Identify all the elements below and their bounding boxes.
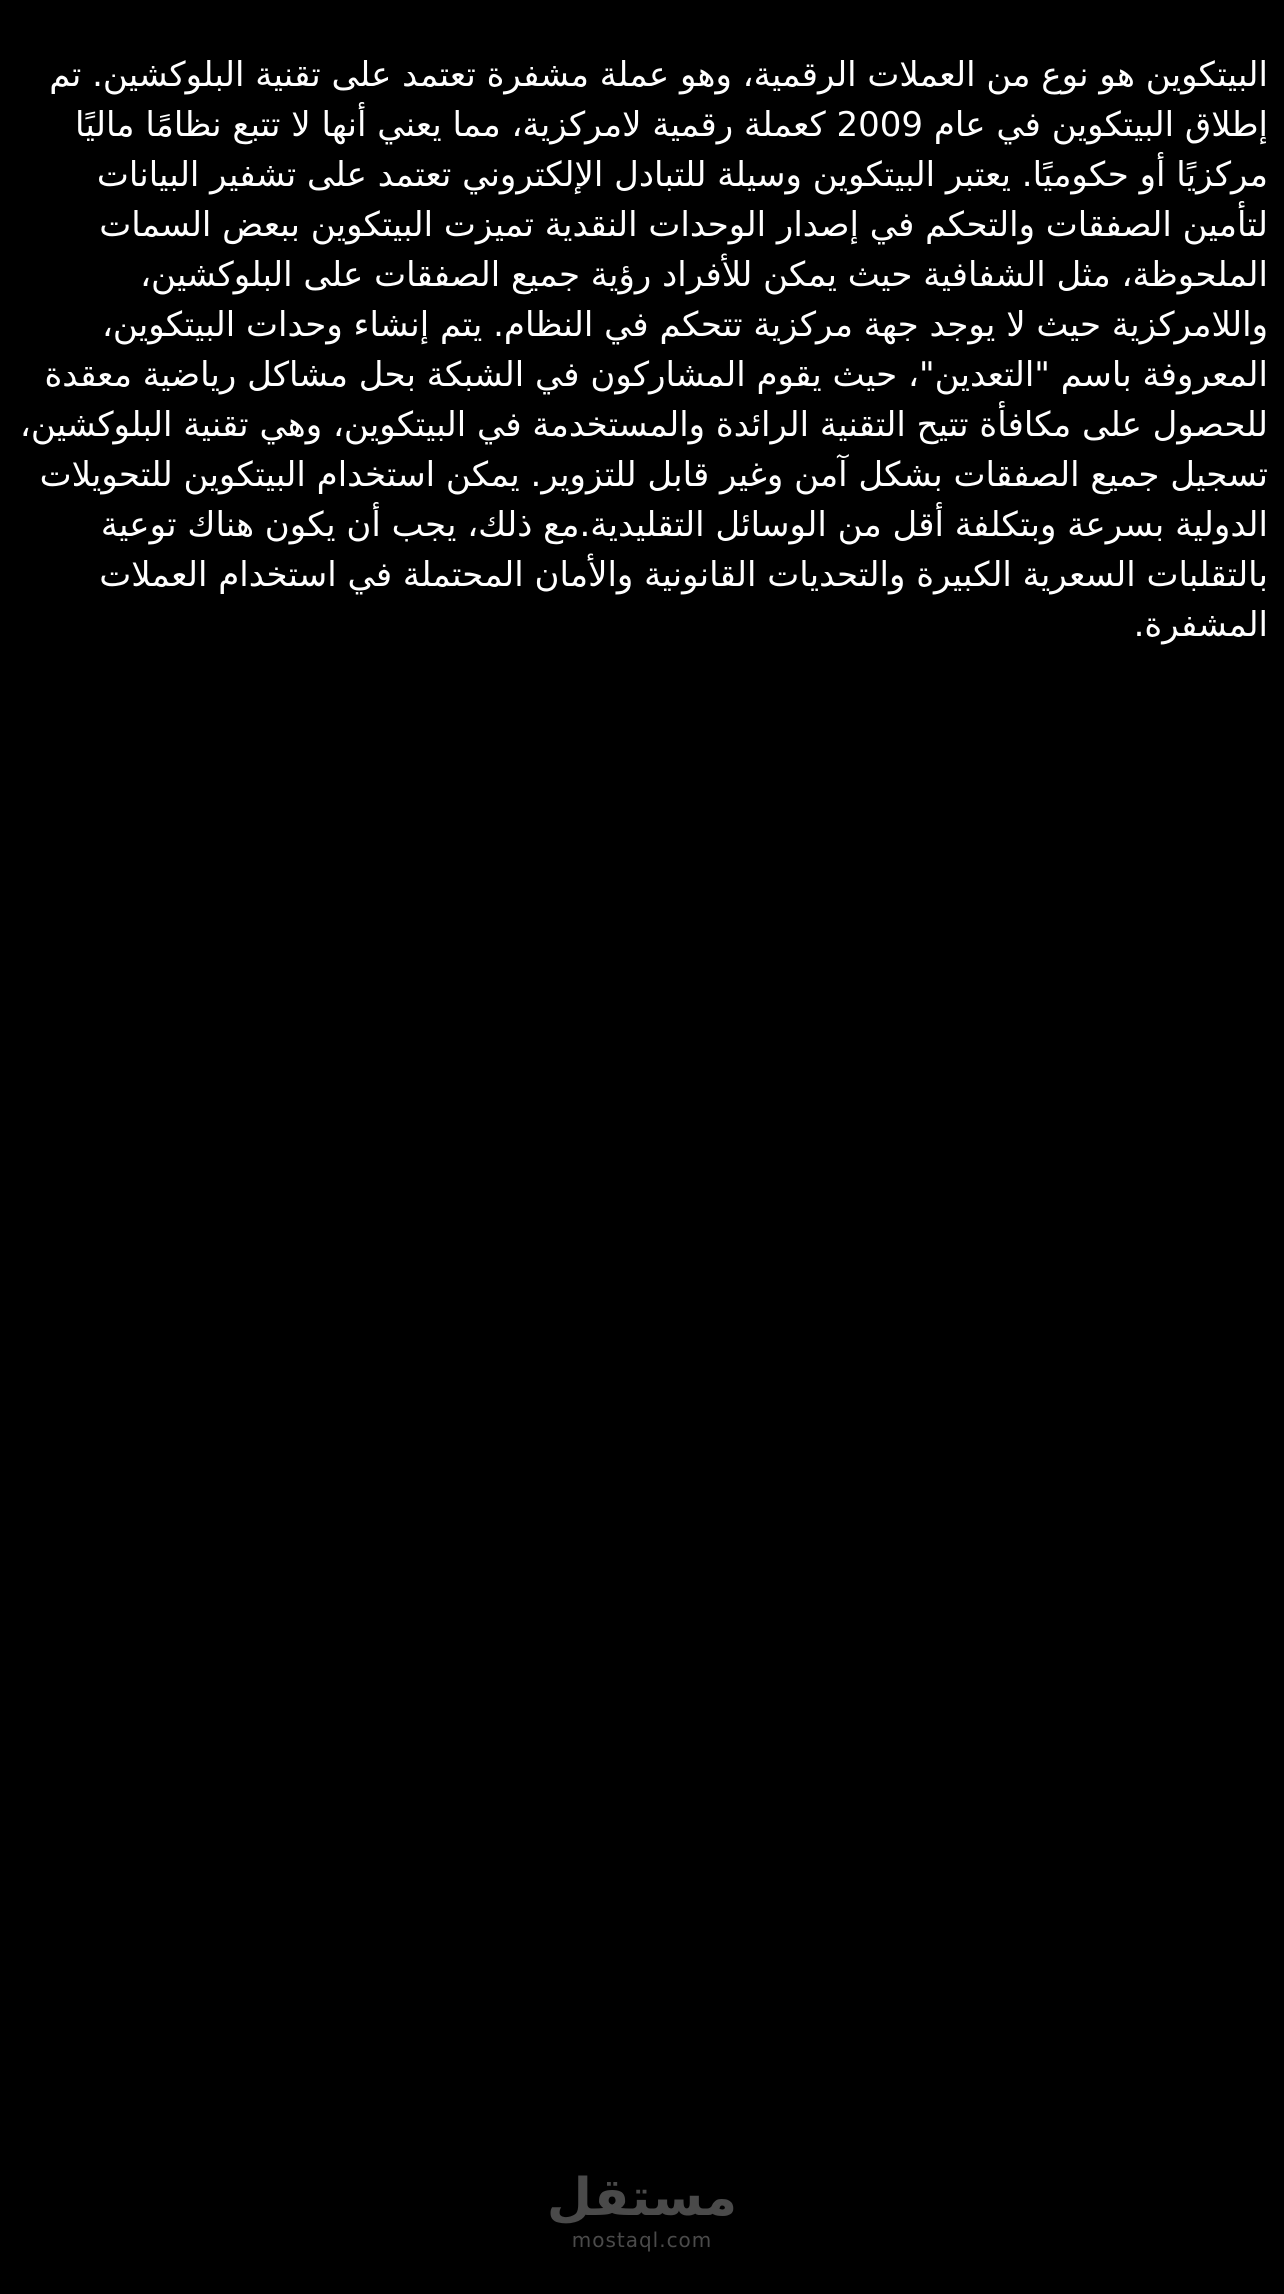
mostaql-watermark — [0, 2168, 1284, 2252]
watermark-logo: مستقل — [546, 2168, 738, 2228]
watermark-url: mostaql.com — [571, 2228, 713, 2252]
article-text: البيتكوين هو نوع من العملات الرقمية، وهو عملة مشفرة تعتمد على تقنية البلوكشين. تم إطلاق البيتكوين في عام 2009 كعملة رقمية لامركزية، مما يعني أنها لا تتبع نظامًا ماليًا مركزيًا أو حكوميًا. يعتبر البيتكوين وسيلة للتبادل الإلكتروني تعتمد على تشفير البيانات لتأمين الصفقات والتحكم في إصدار الوحدات النقدية تميزت البيتكوين ببعض السمات الملحوظة، مثل الشفافية حيث يمكن للأفراد رؤية جميع الصفقات على البلوكشين، واللامركزية حيث لا يوجد جهة مركزية تتحكم في النظام. يتم إنشاء وحدات البيتكوين، المعروفة باسم "التعدين"، حيث يقوم المشاركون في الشبكة بحل مشاكل رياضية معقدة للحصول على مكافأة تتيح التقنية الرائدة والمستخدمة في البيتكوين، وهي تقنية البلوكشين، تسجيل جميع الصفقات بشكل آمن وغير قابل للتزوير. يمكن استخدام البيتكوين للتحويلات الدولية بسرعة وبتكلفة أقل من الوسائل التقليدية.مع ذلك، يجب أن يكون هناك توعية بالتقلبات السعرية الكبيرة والتحديات القانونية والأمان المحتملة في استخدام العملات المشفرة. — [19, 55, 1268, 645]
